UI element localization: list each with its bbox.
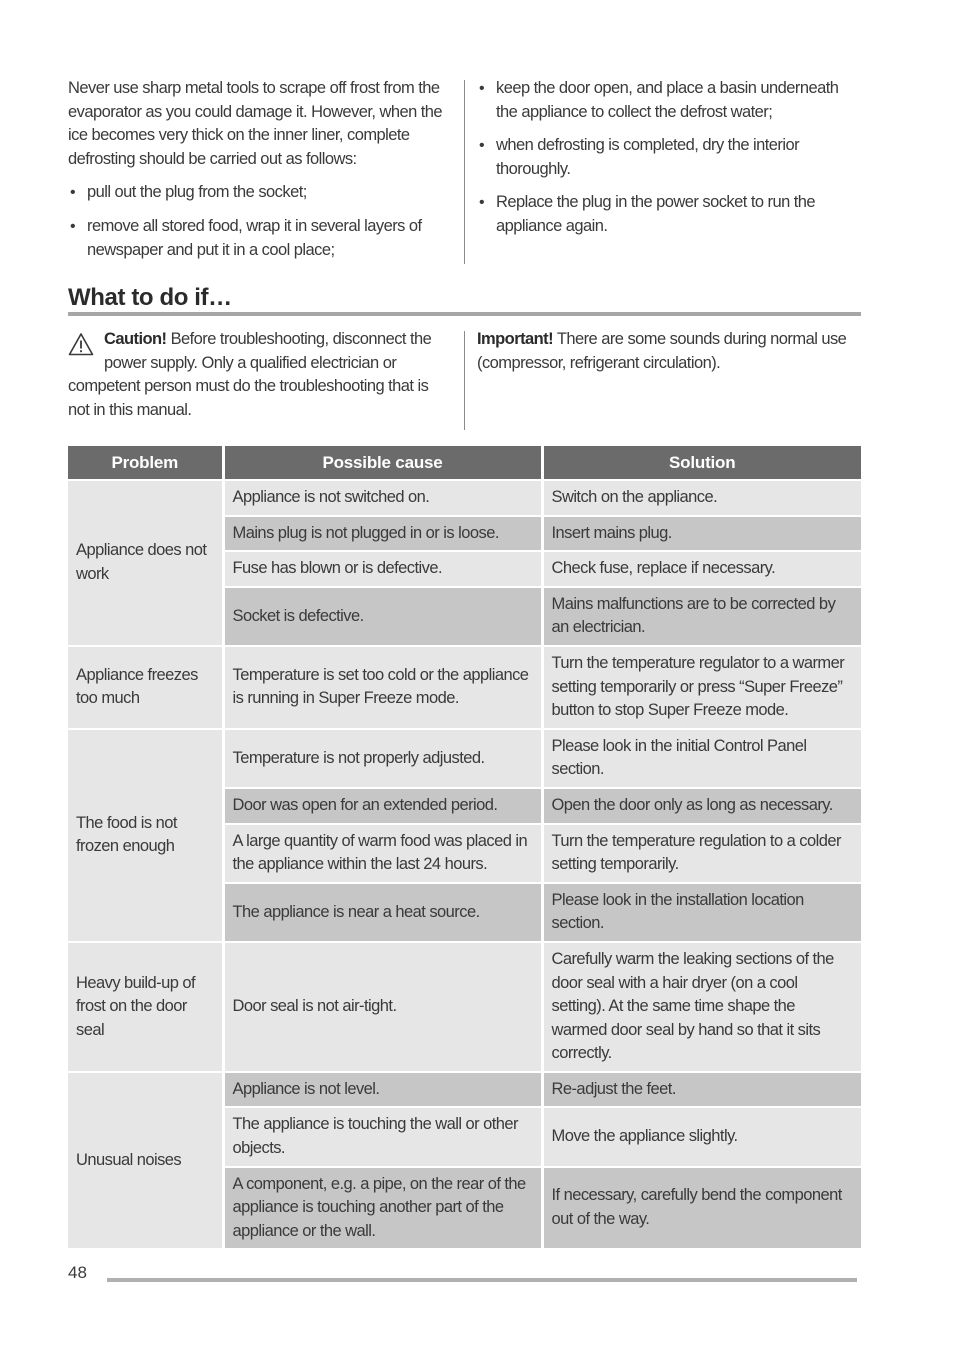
cause-cell: Mains plug is not plugged in or is loose. [223,516,542,552]
intro-right-column [477,77,861,239]
cause-cell: Socket is defective. [223,587,542,646]
intro-left-column [68,77,448,262]
cause-cell: A component, e.g. a pipe, on the rear of the appliance is touching another part of the appliance or the wall. [223,1167,542,1249]
solution-cell: Turn the temperature regulation to a colder setting temporarily. [542,824,861,883]
problem-cell: The food is not frozen enough [68,729,223,942]
bullet-item: • remove all stored food, wrap it in several layers of newspaper and put it in a cool place; [68,215,448,262]
bullet-item: • Replace the plug in the power socket to run the appliance again. [477,191,861,238]
cause-cell: Door seal is not air-tight. [223,942,542,1072]
cause-cell: Door was open for an extended period. [223,788,542,824]
table-row [68,729,861,788]
intro-right-bullet-list [477,77,861,239]
solution-cell: Please look in the initial Control Panel section. [542,729,861,788]
warning-triangle-icon [68,332,94,356]
solution-cell: Insert mains plug. [542,516,861,552]
solution-cell: Carefully warm the leaking sections of the door seal with a hair dryer (on a cool setting). At the same time shape the warmed door seal by hand so that it sits correctly. [542,942,861,1072]
page-number: 48 [68,1263,87,1282]
header-possible-cause: Possible cause [223,446,542,480]
problem-cell: Appliance freezes too much [68,646,223,729]
cause-cell: Temperature is set too cold or the appliance is running in Super Freeze mode. [223,646,542,729]
important-note [477,328,861,375]
bullet-item: • pull out the plug from the socket; [68,181,448,205]
problem-cell: Unusual noises [68,1072,223,1249]
cause-cell: The appliance is near a heat source. [223,883,542,942]
intro-paragraph: Never use sharp metal tools to scrape off frost from the evaporator as you could damage it. However, when the ice becomes very thick on the inner liner, complete defrosting should be carried out as follows: [68,79,443,168]
table-row [68,646,861,729]
cause-cell: The appliance is touching the wall or other objects. [223,1107,542,1166]
troubleshooting-table [68,446,861,1248]
table-row [68,480,861,516]
intro-left-bullet-list [68,181,448,262]
important-label: Important! [477,330,554,348]
problem-cell: Appliance does not work [68,480,223,646]
header-solution: Solution [542,446,861,480]
footer-rule [107,1278,857,1282]
solution-cell: Re-adjust the feet. [542,1072,861,1108]
bullet-item: • when defrosting is completed, dry the interior thoroughly. [477,134,861,181]
problem-cell: Heavy build-up of frost on the door seal [68,942,223,1072]
important-paragraph [477,328,861,375]
table-row [68,1072,861,1108]
solution-cell: Turn the temperature regulator to a warmer setting temporarily or press “Super Freeze” button to stop Super Freeze mode. [542,646,861,729]
caution-line-2: power supply. Only a qualified electrician or [104,353,397,372]
section-title: What to do if… [68,284,232,311]
solution-cell: Mains malfunctions are to be corrected by an electrician. [542,587,861,646]
solution-cell: Switch on the appliance. [542,480,861,516]
caution-label: Caution! [104,330,167,348]
table-header-row [68,446,861,480]
bullet-item: • keep the door open, and place a basin underneath the appliance to collect the defrost water; [477,77,861,124]
caution-rest: competent person must do the troubleshooting that is not in this manual. [68,377,429,419]
cause-cell: Temperature is not properly adjusted. [223,729,542,788]
column-divider [464,80,465,264]
solution-cell: Open the door only as long as necessary. [542,788,861,824]
important-text: There are some sounds during normal use (compressor, refrigerant circulation). [477,330,847,372]
header-problem: Problem [68,446,223,480]
section-title-rule [68,312,861,316]
solution-cell: Move the appliance slightly. [542,1107,861,1166]
caution-first-lines [68,328,448,375]
cause-cell: A large quantity of warm food was placed in the appliance within the last 24 hours. [223,824,542,883]
solution-cell: Please look in the installation location section. [542,883,861,942]
cause-cell: Fuse has blown or is defective. [223,551,542,587]
caution-note [68,328,448,422]
cause-cell: Appliance is not level. [223,1072,542,1108]
caution-line-1: Before troubleshooting, disconnect the [170,330,432,348]
solution-cell: If necessary, carefully bend the component out of the way. [542,1167,861,1249]
table-row [68,942,861,1072]
solution-cell: Check fuse, replace if necessary. [542,551,861,587]
cause-cell: Appliance is not switched on. [223,480,542,516]
column-divider [464,331,465,430]
